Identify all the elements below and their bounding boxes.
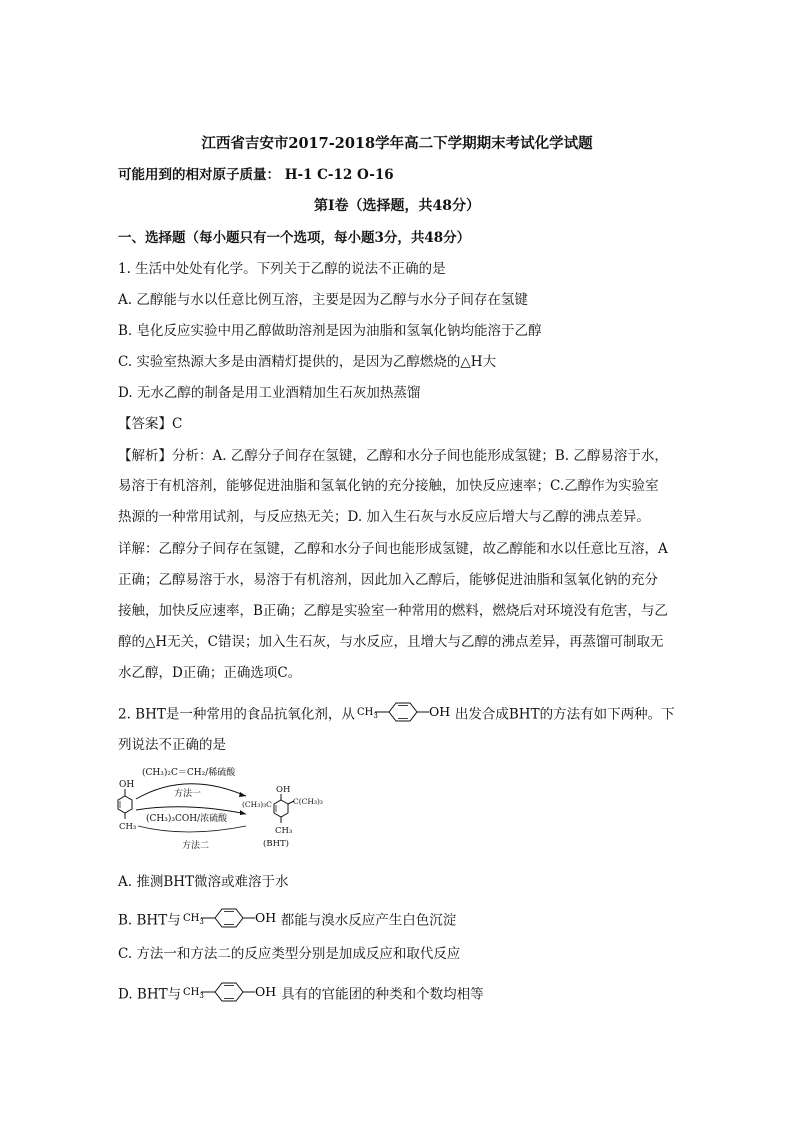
q2-option-c: C. 方法一和方法二的反应类型分别是加成反应和取代反应 bbox=[118, 946, 461, 962]
q2-stem bbox=[118, 700, 675, 730]
atomic-mass-line: 可能用到的相对原子质量： H-1 C-12 O-16 bbox=[118, 167, 394, 183]
svg-text:方法二: 方法二 bbox=[182, 841, 210, 851]
svg-text:方法一: 方法一 bbox=[174, 789, 202, 799]
svg-text:C(CH₃)₃: C(CH₃)₃ bbox=[293, 797, 323, 806]
q2-option-a: A. 推测BHT微溶或难溶于水 bbox=[118, 874, 289, 890]
bht-synthesis-scheme bbox=[116, 766, 356, 862]
q2-option-b: B. BHT与 $CH_3$ OH 都能与溴水反应产生白色沉淀 bbox=[118, 906, 456, 936]
svg-text:(CH₃)₃C: (CH₃)₃C bbox=[242, 800, 272, 809]
q2-stem-line2: 列说法不正确的是 bbox=[118, 737, 226, 753]
q1-option-d: D. 无水乙醇的制备是用工业酒精加生石灰加热蒸馏 bbox=[118, 385, 421, 401]
section-title: 一、选择题（每小题只有一个选项，每小题3分，共48分） bbox=[118, 230, 471, 246]
p-cresol-structure bbox=[181, 906, 281, 936]
q1-answer: 【答案】C bbox=[118, 416, 183, 432]
exam-title: 江西省吉安市2017-2018学年高二下学期期末考试化学试题 bbox=[201, 135, 593, 152]
svg-text:OH: OH bbox=[119, 780, 135, 790]
svg-text:(CH₃)₃COH/浓硫酸: (CH₃)₃COH/浓硫酸 bbox=[146, 814, 228, 824]
q1-option-c: C. 实验室热源大多是由酒精灯提供的，是因为乙醇燃烧的△H大 bbox=[118, 354, 497, 370]
method-two-arrow bbox=[136, 807, 246, 851]
q1-analysis-line: 易溶于有机溶剂，能够促进油脂和氢氧化钠的充分接触，加快反应速率；C.乙醇作为实验室 bbox=[118, 478, 659, 494]
svg-text:CH3: $CH_3$ bbox=[183, 987, 204, 1000]
product-bht bbox=[242, 785, 323, 849]
q1-option-a: A. 乙醇能与水以任意比例互溶，主要是因为乙醇与水分子间存在氢键 bbox=[118, 292, 528, 308]
volume-title: 第Ⅰ卷（选择题，共48分） bbox=[313, 198, 481, 214]
p-cresol-structure bbox=[181, 980, 281, 1010]
q1-option-b: B. 皂化反应实验中用乙醇做助溶剂是因为油脂和氢氧化钠均能溶于乙醇 bbox=[118, 323, 542, 339]
q1-analysis-line: 热源的一种常用试剂，与反应热无关；D. 加入生石灰与水反应后增大与乙醇的沸点差异。 bbox=[118, 509, 650, 525]
svg-text:CH3: $CH_3$ bbox=[356, 707, 378, 720]
svg-text:OH: OH bbox=[428, 704, 451, 719]
svg-text:(BHT): (BHT) bbox=[263, 839, 289, 849]
svg-text:OH: OH bbox=[254, 910, 276, 925]
svg-text:CH₃: CH₃ bbox=[119, 822, 137, 832]
svg-text:OH: OH bbox=[276, 785, 291, 795]
reactant-p-cresol bbox=[118, 780, 136, 832]
q1-analysis-line: 接触，加快反应速率，B正确；乙醇是实验室一种常用的燃料，燃烧后对环境没有危害，与乙 bbox=[118, 603, 668, 619]
q1-analysis-line: 正确；乙醇易溶于水，易溶于有机溶剂，因此加入乙醇后，能够促进油脂和氢氧化钠的充分 bbox=[118, 572, 658, 588]
q1-analysis-line: 详解：乙醇分子间存在氢键，乙醇和水分子间也能形成氢键，故乙醇能和水以任意比互溶，A bbox=[118, 541, 668, 557]
method-one-arrow bbox=[136, 766, 246, 799]
svg-text:CH3: $CH_3$ bbox=[182, 913, 204, 926]
q1-analysis-line: 【解析】分析：A. 乙醇分子间存在氢键，乙醇和水分子间也能形成氢键；B. 乙醇易溶于水， bbox=[118, 448, 668, 464]
q2-stem-before: 2. BHT是一种常用的食品抗氧化剂，从 bbox=[118, 706, 355, 723]
q2-stem-after: 出发合成BHT的方法有如下两种。下 bbox=[454, 706, 675, 723]
p-cresol-structure bbox=[355, 700, 455, 730]
q2-option-d: D. BHT与 $CH_3$ OH 具有的官能团的种类和个数均相等 bbox=[118, 980, 484, 1010]
q1-analysis-line: 醇的△H无关，C错误；加入生石灰，与水反应，且增大与乙醇的沸点差异，再蒸馏可制取无 bbox=[118, 634, 664, 650]
svg-text:CH₃: CH₃ bbox=[275, 826, 293, 836]
q1-analysis-line: 水乙醇，D正确；正确选项C。 bbox=[118, 665, 302, 681]
q1-stem: 1. 生活中处处有化学。下列关于乙醇的说法不正确的是 bbox=[118, 261, 446, 277]
svg-text:(CH₃)₂C＝CH₂/稀硫酸: (CH₃)₂C＝CH₂/稀硫酸 bbox=[142, 768, 236, 778]
svg-text:OH: OH bbox=[255, 984, 277, 999]
